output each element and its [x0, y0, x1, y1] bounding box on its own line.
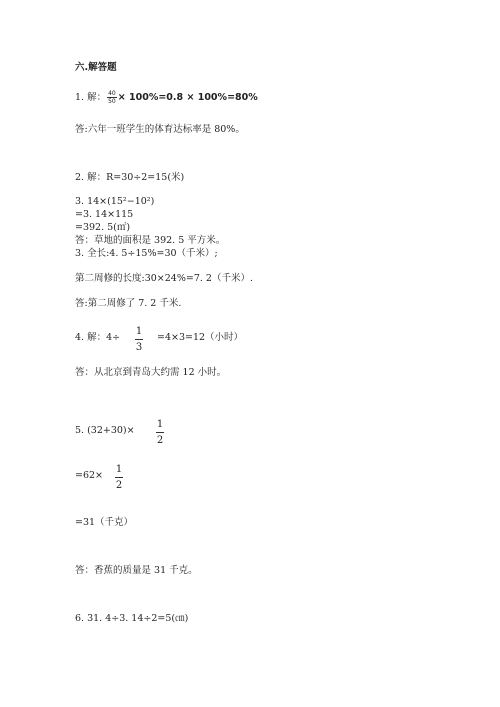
q5-prefix: 5. (32+30)× [75, 425, 135, 436]
q4-fraction-numerator: 1 [135, 326, 143, 337]
q5-line-3: =31（千克） [75, 517, 134, 528]
q5-fraction-denominator: 2 [156, 435, 164, 446]
q4-fraction-bar [135, 339, 143, 340]
q1-label: 1. 解： [75, 92, 107, 103]
q3-line-2: 第二周修的长度:30×24%=7. 2（千米）. [75, 273, 253, 284]
q5-fraction-bar [156, 432, 164, 433]
q5-line-2-prefix: =62× [75, 470, 104, 481]
q4-fraction-denominator: 3 [135, 342, 143, 353]
q5-line-2-fraction-denominator: 2 [115, 480, 123, 491]
q6-line-1: 6. 31. 4÷3. 14÷2=5(㎝) [75, 613, 189, 624]
q2-line-3: =3. 14×115 [75, 209, 134, 220]
q1-fraction-numerator: 40 [108, 90, 116, 97]
q4-answer: 答：从北京到青岛大约需 12 小时。 [75, 367, 227, 378]
q1-fraction-denominator: 50 [108, 98, 116, 105]
q4-fraction [133, 325, 145, 354]
q2-line-4: =392. 5(㎡) [75, 222, 131, 233]
q1-expression: × 100%=0.8 × 100%=80% [117, 92, 258, 103]
q5-line-2-fraction-bar [115, 477, 123, 478]
q5-line-2-fraction [113, 463, 125, 492]
q5-fraction [154, 418, 166, 447]
q1-fraction [107, 90, 117, 105]
q4-prefix: 4. 解：4÷ [75, 332, 121, 343]
q2-line-1: 2. 解：R=30÷2=15(米) [75, 172, 185, 183]
q1-answer: 答:六年一班学生的体育达标率是 80%。 [75, 124, 245, 135]
q3-line-1: 3. 全长:4. 5÷15%=30（千米）; [75, 248, 218, 259]
q3-answer: 答:第二周修了 7. 2 千米. [75, 298, 182, 309]
q1-line [75, 90, 258, 105]
q2-answer: 答：草地的面积是 392. 5 平方米。 [75, 235, 226, 246]
q5-answer: 答：香蕉的质量是 31 千克。 [75, 565, 198, 576]
q4-suffix: =4×3=12（小时） [157, 332, 244, 343]
q5-line-2-fraction-numerator: 1 [115, 464, 123, 475]
q2-line-2: 3. 14×(15²−10²) [75, 196, 155, 207]
section-heading: 六.解答题 [75, 62, 117, 73]
q5-fraction-numerator: 1 [156, 419, 164, 430]
